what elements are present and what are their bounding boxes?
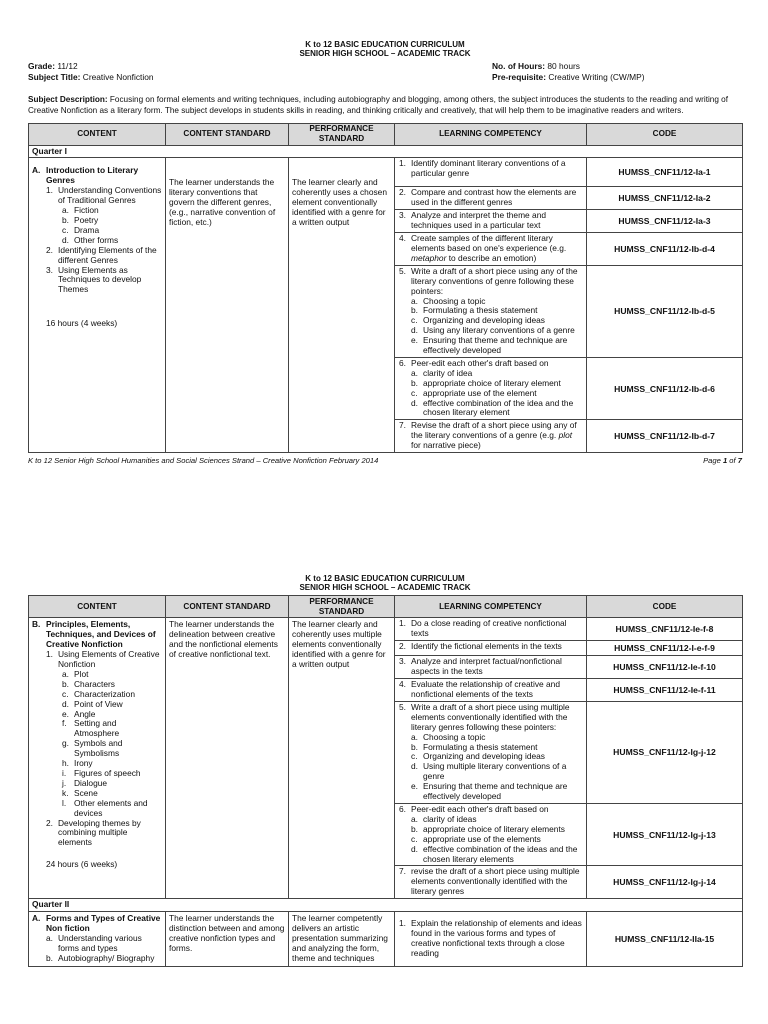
list-item: Organizing and developing ideas [423,751,545,762]
prereq-line: Pre-requisite: Creative Writing (CW/MP) [492,72,645,83]
competency-cell: 6. Peer-edit each other's draft based on a. clarity of idea b. appropriate choice of literary element c. appropriate use of the element d. effective combination of the idea and the chosen literary element [395,357,587,419]
list-item: appropriate use of the element [423,387,537,398]
header-performance-standard: PERFORMANCE STANDARD [289,596,395,618]
competency-cell: 5. Write a draft of a short piece using any of the literary conventions of genre following these pointers: a. Choosing a topic b. Formulating a thesis statement c. Organizing and developing ideas d. Using any literary conventions of a genre e. Ensuring that theme and technique are effectively developed [395,265,587,357]
header-content-standard: CONTENT STANDARD [166,123,289,145]
code-cell: HUMSS_CNF11/12-Ig-j-14 [587,866,743,899]
competency-cell: 2. Compare and contrast how the elements are used in the different genres [395,187,587,210]
competency-cell: 3. Analyze and interpret the theme and techniques used in a particular text [395,210,587,233]
list-item: Autobiography/ Biography [58,952,155,963]
competency-cell: 2. Identify the fictional elements in the texts [395,641,587,656]
code-cell: HUMSS_CNF11/12-Ie-f-10 [587,656,743,679]
track-title: SENIOR HIGH SCHOOL – ACADEMIC TRACK [299,583,471,593]
competency-cell: 5. Write a draft of a short piece using multiple elements conventionally identified with the literary genres following these pointers: a. Choosing a topic b. Formulating a thesis statement c. Organizing and developing ideas d. Using multiple literary conventions of a genre e. Ensuring that theme and technique are effectively developed [395,701,587,803]
subject-value: Creative Nonfiction [82,72,154,83]
curriculum-table-1 [28,123,743,454]
performance-standard-cell: The learner competently delivers an artistic presentation summarizing and analyzing the form, theme and techniques [289,912,395,967]
track-title: SENIOR HIGH SCHOOL – ACADEMIC TRACK [299,49,471,59]
list-item: Understanding Conventions of Traditional Genres [58,185,162,206]
performance-standard-cell: The learner clearly and coherently uses a chosen element conventionally identified with a genre for a written output [289,158,395,453]
list-item: effective combination of the idea and the chosen literary element [423,397,574,418]
list-item: Identifying Elements of the different Genres [58,244,157,265]
header-performance-standard: PERFORMANCE STANDARD [289,123,395,145]
hours-value: 80 hours [547,61,580,72]
header-content: CONTENT [29,123,166,145]
list-item: Formulating a thesis statement [423,305,538,316]
code-cell: HUMSS_CNF11/12-Ib-d-7 [587,420,743,453]
competency-cell: 6. Peer-edit each other's draft based on a. clarity of ideas b. appropriate choice of literary elements c. appropriate use of the elements d. effective combination of the ideas and the chosen literary elements [395,804,587,866]
list-item: Setting and Atmosphere [74,718,120,739]
header-content-standard: CONTENT STANDARD [166,596,289,618]
page-footer [28,457,742,466]
table-header-row [29,596,743,618]
footer-text: K to 12 Senior High School Humanities and Social Sciences Strand – Creative Nonfiction February 2014 [28,456,379,466]
list-item: Drama [74,224,100,235]
list-item: Figures of speech [74,767,141,778]
quarter-label: Quarter II [29,899,743,912]
table-header-row [29,123,743,145]
competency-cell: 1. Explain the relationship of elements and ideas found in the various forms and types of creative nonfictional texts through a close reading [395,912,587,967]
competency-cell: 4. Create samples of the different literary elements based on one's experience (e.g. metaphor to describe an emotion) [395,233,587,266]
quarter-label: Quarter I [29,145,743,158]
subject-meta [28,61,742,83]
list-item: Point of View [74,698,123,709]
list-item: appropriate choice of literary element [423,377,561,388]
table-row [29,158,743,187]
list-item: Using Elements of Creative Nonfiction [58,649,160,669]
list-item: Dialogue [74,777,108,788]
list-item: Choosing a topic [423,295,486,306]
list-item: Formulating a thesis statement [423,741,538,752]
list-item: Characters [74,678,115,689]
curriculum-page-1 [28,40,742,466]
competency-cell: 3. Analyze and interpret factual/nonfictional aspects in the texts [395,656,587,679]
content-cell: B. Principles, Elements, Techniques, and Devices of Creative Nonfiction 1. Using Elements of Creative Nonfiction a. Plot b. Characters c. Characterization d. Point of View e. Angle f. Setting and Atmosphere g. Symbols and Symbolisms h. Irony i. Figures of speech j. Dialogue k. Scene l. Other elements and devices 2. Developing themes by combining multiple elements 24 hours (6 weeks) [29,618,166,899]
content-heading: Principles, Elements, Techniques, and Devices of Creative Nonfiction [46,619,156,650]
list-item: Poetry [74,214,99,225]
competency-cell: 1. Do a close reading of creative nonfictional texts [395,618,587,641]
list-item: Ensuring that theme and technique are effectively developed [423,335,568,356]
grade-line: Grade: 11/12 [28,61,78,72]
content-standard-cell: The learner understands the delineation between creative and the nonfictional elements of creative nonfictional text. [166,618,289,899]
table-row [29,618,743,641]
content-hours: 24 hours (6 weeks) [46,859,118,870]
subject-line: Subject Title: Creative Nonfiction [28,72,154,83]
content-heading: Introduction to Literary Genres [46,165,139,186]
header-learning-competency: LEARNING COMPETENCY [395,123,587,145]
code-cell: HUMSS_CNF11/12-Ie-f-8 [587,618,743,641]
list-item: Fiction [74,205,99,216]
hours-line: No. of Hours: 80 hours [492,61,580,72]
list-item: Using any literary conventions of a genre [423,325,575,336]
code-cell: HUMSS_CNF11/12-Ig-j-12 [587,701,743,803]
grade-value: 11/12 [57,61,78,72]
competency-cell: 4. Evaluate the relationship of creative and nonfictional elements of the texts [395,679,587,702]
content-standard-cell: The learner understands the distinction between and among creative nonfiction types and forms. [166,912,289,967]
table-row [29,912,743,967]
list-item: Plot [74,668,89,679]
code-cell: HUMSS_CNF11/12-Ie-f-11 [587,679,743,702]
list-item: Developing themes by combining multiple elements [58,817,141,848]
code-cell: HUMSS_CNF11/12-Ib-d-4 [587,233,743,266]
list-item: Understanding various forms and types [58,932,142,953]
code-cell: HUMSS_CNF11/12-Ia-1 [587,158,743,187]
header-content: CONTENT [29,596,166,618]
code-cell: HUMSS_CNF11/12-I-e-f-9 [587,641,743,656]
content-heading: Forms and Types of Creative Non fiction [46,913,161,933]
code-cell: HUMSS_CNF11/12-Ib-d-6 [587,357,743,419]
header-code: CODE [587,123,743,145]
list-item: Using multiple literary conventions of a genre [423,761,567,782]
list-item: effective combination of the ideas and the chosen literary elements [423,843,578,864]
code-cell: HUMSS_CNF11/12-Ig-j-13 [587,804,743,866]
header-code: CODE [587,596,743,618]
list-item: clarity of idea [423,367,473,378]
list-item: appropriate choice of literary elements [423,823,565,834]
code-cell: HUMSS_CNF11/12-Ib-d-5 [587,265,743,357]
curriculum-title: K to 12 BASIC EDUCATION CURRICULUM [305,40,465,49]
page-number: Page 1 of 7 [703,456,742,466]
list-item: Irony [74,758,93,769]
prereq-value: Creative Writing (CW/MP) [548,72,645,83]
header-learning-competency: LEARNING COMPETENCY [395,596,587,618]
list-item: appropriate use of the elements [423,833,541,844]
list-item: Scene [74,787,98,798]
competency-cell: 7. revise the draft of a short piece using multiple elements conventionally identified with the literary genres [395,866,587,899]
content-standard-cell: The learner understands the literary conventions that govern the different genres, (e.g., narrative convention of fiction, etc.) [166,158,289,453]
curriculum-title: K to 12 BASIC EDUCATION CURRICULUM [305,574,465,583]
content-hours: 16 hours (4 weeks) [46,318,118,329]
list-item: Other forms [74,234,119,245]
list-item: Angle [74,708,96,719]
list-item: Characterization [74,688,135,699]
subject-description: Subject Description: Focusing on formal elements and writing techniques, including autobiography and blogging, among others, the subject introduces the students to the reading and writing of Creative Nonfiction as a literary form. The subject develops in students skills in reading, and thinking critically and creatively, that will help them to be imaginative readers and writers. [28,95,728,115]
curriculum-page-2 [28,574,742,967]
list-item: Using Elements as Techniques to develop Themes [58,264,142,295]
code-cell: HUMSS_CNF11/12-Ia-2 [587,187,743,210]
performance-standard-cell: The learner clearly and coherently uses multiple elements conventionally identified with a genre for a written output [289,618,395,899]
content-cell: A. Forms and Types of Creative Non fiction a. Understanding various forms and types b. Autobiography/ Biography [29,912,166,967]
list-item: Choosing a topic [423,731,486,742]
content-cell: A. Introduction to Literary Genres 1. Understanding Conventions of Traditional Genres a. Fiction b. Poetry c. Drama d. Other forms 2. Identifying Elements of the different Genres 3. Using Elements as Techniques to develop Themes 16 hours (4 weeks) [29,158,166,453]
competency-cell: 7. Revise the draft of a short piece using any of the literary conventions of a genre (e.g. plot for narrative piece) [395,420,587,453]
list-item: Other elements and devices [74,797,148,818]
competency-cell: 1. Identify dominant literary conventions of a particular genre [395,158,587,187]
curriculum-table-2 [28,595,743,966]
list-item: Symbols and Symbolisms [74,738,123,759]
code-cell: HUMSS_CNF11/12-IIa-15 [587,912,743,967]
list-item: Ensuring that theme and technique are effectively developed [423,781,568,802]
list-item: Organizing and developing ideas [423,315,545,326]
code-cell: HUMSS_CNF11/12-Ia-3 [587,210,743,233]
list-item: clarity of ideas [423,813,477,824]
